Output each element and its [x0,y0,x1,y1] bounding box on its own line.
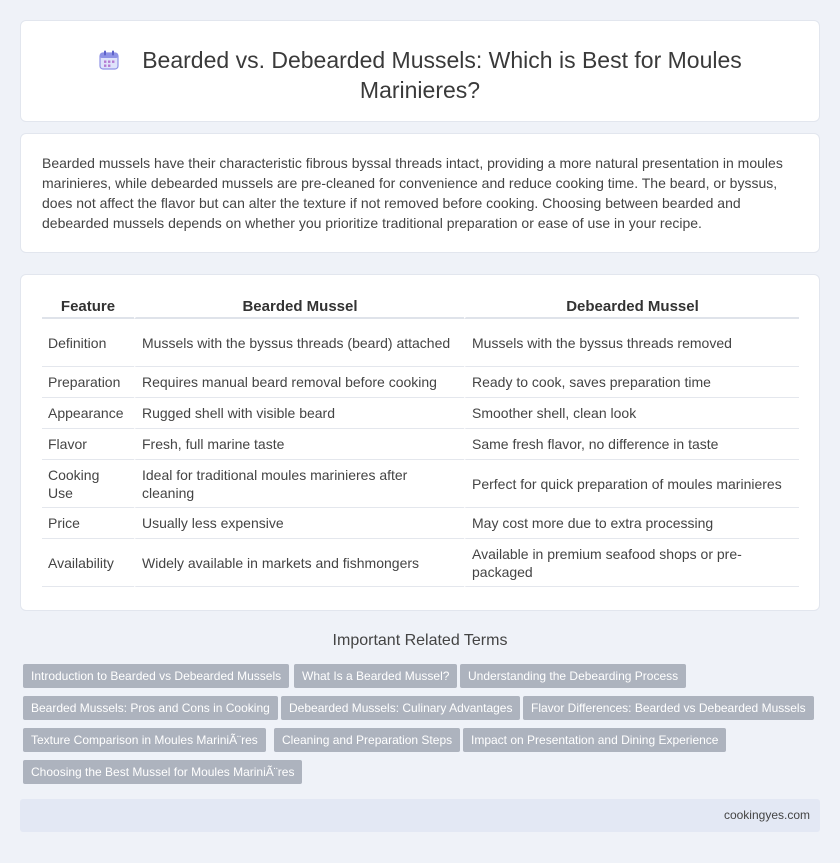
table-cell-debearded: Available in premium seafood shops or pre-packaged [464,539,799,587]
table-row [42,429,799,460]
related-term-tag[interactable]: Choosing the Best Mussel for Moules MariniÃ¨res [23,760,302,784]
table-cell-bearded: Fresh, full marine taste [134,429,464,460]
related-term-tag[interactable]: What Is a Bearded Mussel? [294,664,457,688]
table-cell-debearded: Perfect for quick preparation of moules marinieres [464,460,799,508]
related-term-tag[interactable]: Impact on Presentation and Dining Experience [463,728,726,752]
table-row [42,319,799,367]
column-header: Bearded Mussel [134,295,464,319]
table-cell-debearded: Smoother shell, clean look [464,398,799,429]
related-term-tag[interactable]: Flavor Differences: Bearded vs Debearded Mussels [523,696,814,720]
intro-paragraph: Bearded mussels have their characteristic fibrous byssal threads intact, providing a more natural presentation in moules marinieres, while debearded mussels are pre-cleaned for convenience and reduce cooking time. The beard, or byssus, does not affect the flavor but can alter the texture if not removed before cooking. Choosing between bearded and debearded mussels depends on whether you prioritize traditional preparation or ease of use in your recipe. [42,155,783,231]
table-row [42,367,799,398]
table-cell-feature: Definition [42,319,134,367]
table-cell-debearded: May cost more due to extra processing [464,508,799,539]
table-cell-bearded: Mussels with the byssus threads (beard) attached [134,319,464,367]
table-cell-feature: Availability [42,539,134,587]
calendar-icon [98,49,120,71]
related-term-tag[interactable]: Understanding the Debearding Process [460,664,686,688]
related-term-tag[interactable]: Bearded Mussels: Pros and Cons in Cooking [23,696,278,720]
related-term-tag[interactable]: Cleaning and Preparation Steps [274,728,460,752]
related-term-tag[interactable]: Introduction to Bearded vs Debearded Mussels [23,664,289,688]
column-header: Debearded Mussel [464,295,799,319]
footer-site-name[interactable]: cookingyes.com [723,808,810,822]
page-title-wrap [81,45,759,105]
table-cell-feature: Cooking Use [42,460,134,508]
table-cell-debearded: Ready to cook, saves preparation time [464,367,799,398]
table-cell-bearded: Ideal for traditional moules marinieres after cleaning [134,460,464,508]
column-header: Feature [42,295,134,319]
related-terms-heading: Important Related Terms [332,632,508,649]
table-row [42,539,799,587]
table-cell-bearded: Usually less expensive [134,508,464,539]
table-cell-debearded: Same fresh flavor, no difference in taste [464,429,799,460]
table-row [42,398,799,429]
comparison-table-card [20,274,820,611]
table-cell-bearded: Rugged shell with visible beard [134,398,464,429]
related-term-tag[interactable]: Debearded Mussels: Culinary Advantages [281,696,520,720]
table-cell-bearded: Requires manual beard removal before cooking [134,367,464,398]
footer [20,799,820,832]
page-title: Bearded vs. Debearded Mussels: Which is Best for Moules Marinieres? [142,47,742,103]
related-term-tag[interactable]: Texture Comparison in Moules MariniÃ¨res [23,728,266,752]
table-cell-feature: Flavor [42,429,134,460]
table-row [42,508,799,539]
table-cell-feature: Price [42,508,134,539]
table-cell-feature: Appearance [42,398,134,429]
table-cell-debearded: Mussels with the byssus threads removed [464,319,799,367]
table-cell-bearded: Widely available in markets and fishmongers [134,539,464,587]
table-cell-feature: Preparation [42,367,134,398]
table-row [42,460,799,508]
comparison-table [42,295,799,587]
intro-card [20,133,820,253]
table-header-row [42,295,799,319]
title-card [20,20,820,122]
